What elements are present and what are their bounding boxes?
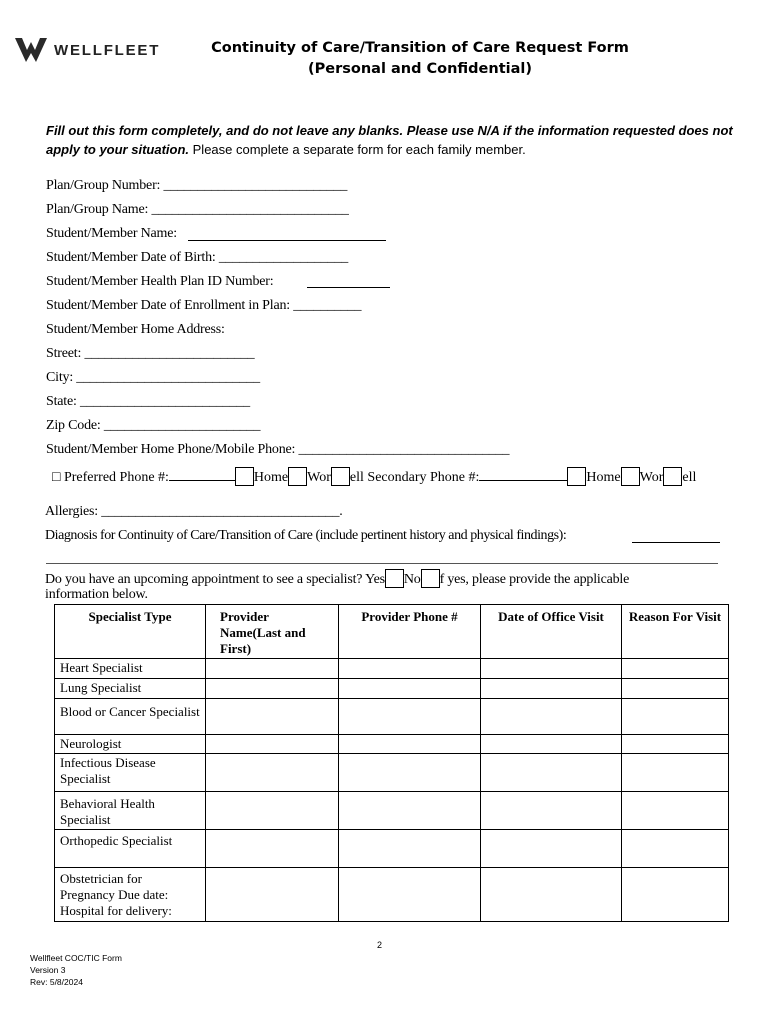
state-field[interactable]: State: _________________________ <box>46 394 250 409</box>
cell-provider-name[interactable] <box>206 868 339 922</box>
cell-reason[interactable] <box>622 699 729 735</box>
cell-provider-phone[interactable] <box>339 792 481 830</box>
cell-provider-name[interactable] <box>206 699 339 735</box>
diagnosis-underline-1 <box>632 542 720 543</box>
row-specialist: Blood or Cancer Specialist <box>55 699 206 735</box>
member-name-field[interactable] <box>46 226 177 242</box>
form-title <box>160 38 680 80</box>
table-row <box>55 735 729 754</box>
table-header-row <box>55 605 729 659</box>
cell-visit-date[interactable] <box>481 679 622 699</box>
row-specialist: Orthopedic Specialist <box>55 830 206 868</box>
row-specialist: Heart Specialist <box>55 659 206 679</box>
diagnosis-underline-2 <box>46 563 718 564</box>
table-row <box>55 830 729 868</box>
secondary-cell-checkbox[interactable] <box>663 467 682 486</box>
cell-visit-date[interactable] <box>481 830 622 868</box>
footer <box>30 952 122 988</box>
allergies-field[interactable]: Allergies: ___________________________________. <box>45 504 343 519</box>
secondary-home-checkbox[interactable] <box>567 467 586 486</box>
logo-text: WELLFLEET <box>54 41 161 59</box>
appointment-question-row <box>45 569 629 588</box>
header-specialist-type: Specialist Type <box>55 605 206 659</box>
member-id-field[interactable] <box>46 274 273 290</box>
preferred-work-label: Wor <box>307 470 331 485</box>
cell-reason[interactable] <box>622 830 729 868</box>
cell-provider-name[interactable] <box>206 754 339 792</box>
appointment-yes-checkbox[interactable] <box>385 569 404 588</box>
appointment-no-checkbox[interactable] <box>421 569 440 588</box>
secondary-work-label: Wor <box>639 470 664 485</box>
cell-provider-phone[interactable] <box>339 679 481 699</box>
cell-visit-date[interactable] <box>481 868 622 922</box>
header-provider-phone: Provider Phone # <box>339 605 481 659</box>
cell-provider-phone[interactable] <box>339 754 481 792</box>
phone-preference-row <box>52 467 696 486</box>
cell-visit-date[interactable] <box>481 699 622 735</box>
cell-provider-name[interactable] <box>206 679 339 699</box>
row-specialist: Obstetrician for Pregnancy Due date: Hospital for delivery: <box>55 868 206 922</box>
instructions-bold: Fill out this form completely, and do not leave any blanks. Please use N/A if the information requested does not apply to your situation. <box>46 123 733 157</box>
table-row <box>55 699 729 735</box>
row-specialist: Infectious Disease Specialist <box>55 754 206 792</box>
specialist-table <box>54 604 729 922</box>
secondary-work-checkbox[interactable] <box>621 467 640 486</box>
appointment-no-label: No <box>403 572 421 587</box>
footer-revision: Rev: 5/8/2024 <box>30 977 83 987</box>
cell-reason[interactable] <box>622 792 729 830</box>
footer-version: Version 3 <box>30 965 66 975</box>
preferred-cell-checkbox[interactable] <box>331 467 350 486</box>
secondary-phone-label: Secondary Phone #: <box>367 470 480 485</box>
instructions <box>46 121 736 159</box>
appointment-yes-label: Yes <box>365 572 385 587</box>
street-field[interactable]: Street: _________________________ <box>46 346 255 361</box>
cell-provider-phone[interactable] <box>339 830 481 868</box>
cell-reason[interactable] <box>622 735 729 754</box>
cell-reason[interactable] <box>622 679 729 699</box>
preferred-home-checkbox[interactable] <box>235 467 254 486</box>
preferred-cell-label: ell <box>349 470 364 485</box>
appointment-question: Do you have an upcoming appointment to see a specialist? <box>45 572 363 587</box>
member-name-label: Student/Member Name: <box>46 226 177 241</box>
cell-provider-phone[interactable] <box>339 699 481 735</box>
preferred-phone-label: □ Preferred Phone #: <box>52 470 169 485</box>
table-row <box>55 679 729 699</box>
header-office-visit-date: Date of Office Visit <box>481 605 622 659</box>
footer-form-name: Wellfleet COC/TIC Form <box>30 953 122 963</box>
member-name-underline <box>188 240 386 241</box>
table-row <box>55 792 729 830</box>
wellfleet-logo <box>14 36 160 64</box>
title-line-1: Continuity of Care/Transition of Care Request Form <box>211 40 629 56</box>
plan-group-name-field[interactable]: Plan/Group Name: _____________________________ <box>46 202 349 217</box>
row-specialist: Behavioral Health Specialist <box>55 792 206 830</box>
appointment-line-2: information below. <box>45 587 148 602</box>
member-address-label: Student/Member Home Address: <box>46 322 225 337</box>
member-dob-field[interactable]: Student/Member Date of Birth: ___________________ <box>46 250 349 265</box>
cell-visit-date[interactable] <box>481 792 622 830</box>
table-row <box>55 754 729 792</box>
header-provider-name: Provider Name(Last and First) <box>206 605 339 659</box>
zip-field[interactable]: Zip Code: _______________________ <box>46 418 261 433</box>
secondary-home-label: Home <box>586 470 621 485</box>
member-id-underline <box>307 287 390 288</box>
city-field[interactable]: City: ___________________________ <box>46 370 260 385</box>
header-reason-for-visit: Reason For Visit <box>622 605 729 659</box>
cell-provider-phone[interactable] <box>339 868 481 922</box>
secondary-cell-label: ell <box>682 470 697 485</box>
cell-visit-date[interactable] <box>481 754 622 792</box>
title-line-2: (Personal and Confidential) <box>308 61 532 77</box>
cell-provider-name[interactable] <box>206 792 339 830</box>
cell-reason[interactable] <box>622 659 729 679</box>
cell-provider-phone[interactable] <box>339 659 481 679</box>
table-row <box>55 868 729 922</box>
row-specialist: Neurologist <box>55 735 206 754</box>
diagnosis-label: Diagnosis for Continuity of Care/Transition of Care (include pertinent history and physical findings): <box>45 528 567 543</box>
appointment-ifyes: f yes, please provide the applicable <box>439 572 630 587</box>
cell-provider-name[interactable] <box>206 830 339 868</box>
preferred-work-checkbox[interactable] <box>288 467 307 486</box>
cell-reason[interactable] <box>622 868 729 922</box>
wellfleet-logo-icon <box>14 36 48 64</box>
cell-visit-date[interactable] <box>481 735 622 754</box>
home-phone-field[interactable]: Student/Member Home Phone/Mobile Phone: _______________________________ <box>46 442 510 457</box>
row-specialist: Lung Specialist <box>55 679 206 699</box>
table-row <box>55 659 729 679</box>
member-id-label: Student/Member Health Plan ID Number: <box>46 274 274 289</box>
instructions-normal: Please complete a separate form for each family member. <box>192 142 526 157</box>
cell-reason[interactable] <box>622 754 729 792</box>
cell-provider-name[interactable] <box>206 735 339 754</box>
page-number: 2 <box>377 940 383 950</box>
cell-provider-name[interactable] <box>206 659 339 679</box>
preferred-home-label: Home <box>253 470 289 485</box>
plan-group-number-field[interactable]: Plan/Group Number: ___________________________ <box>46 178 348 193</box>
cell-visit-date[interactable] <box>481 659 622 679</box>
cell-provider-phone[interactable] <box>339 735 481 754</box>
member-enrollment-field[interactable]: Student/Member Date of Enrollment in Plan: __________ <box>46 298 362 313</box>
